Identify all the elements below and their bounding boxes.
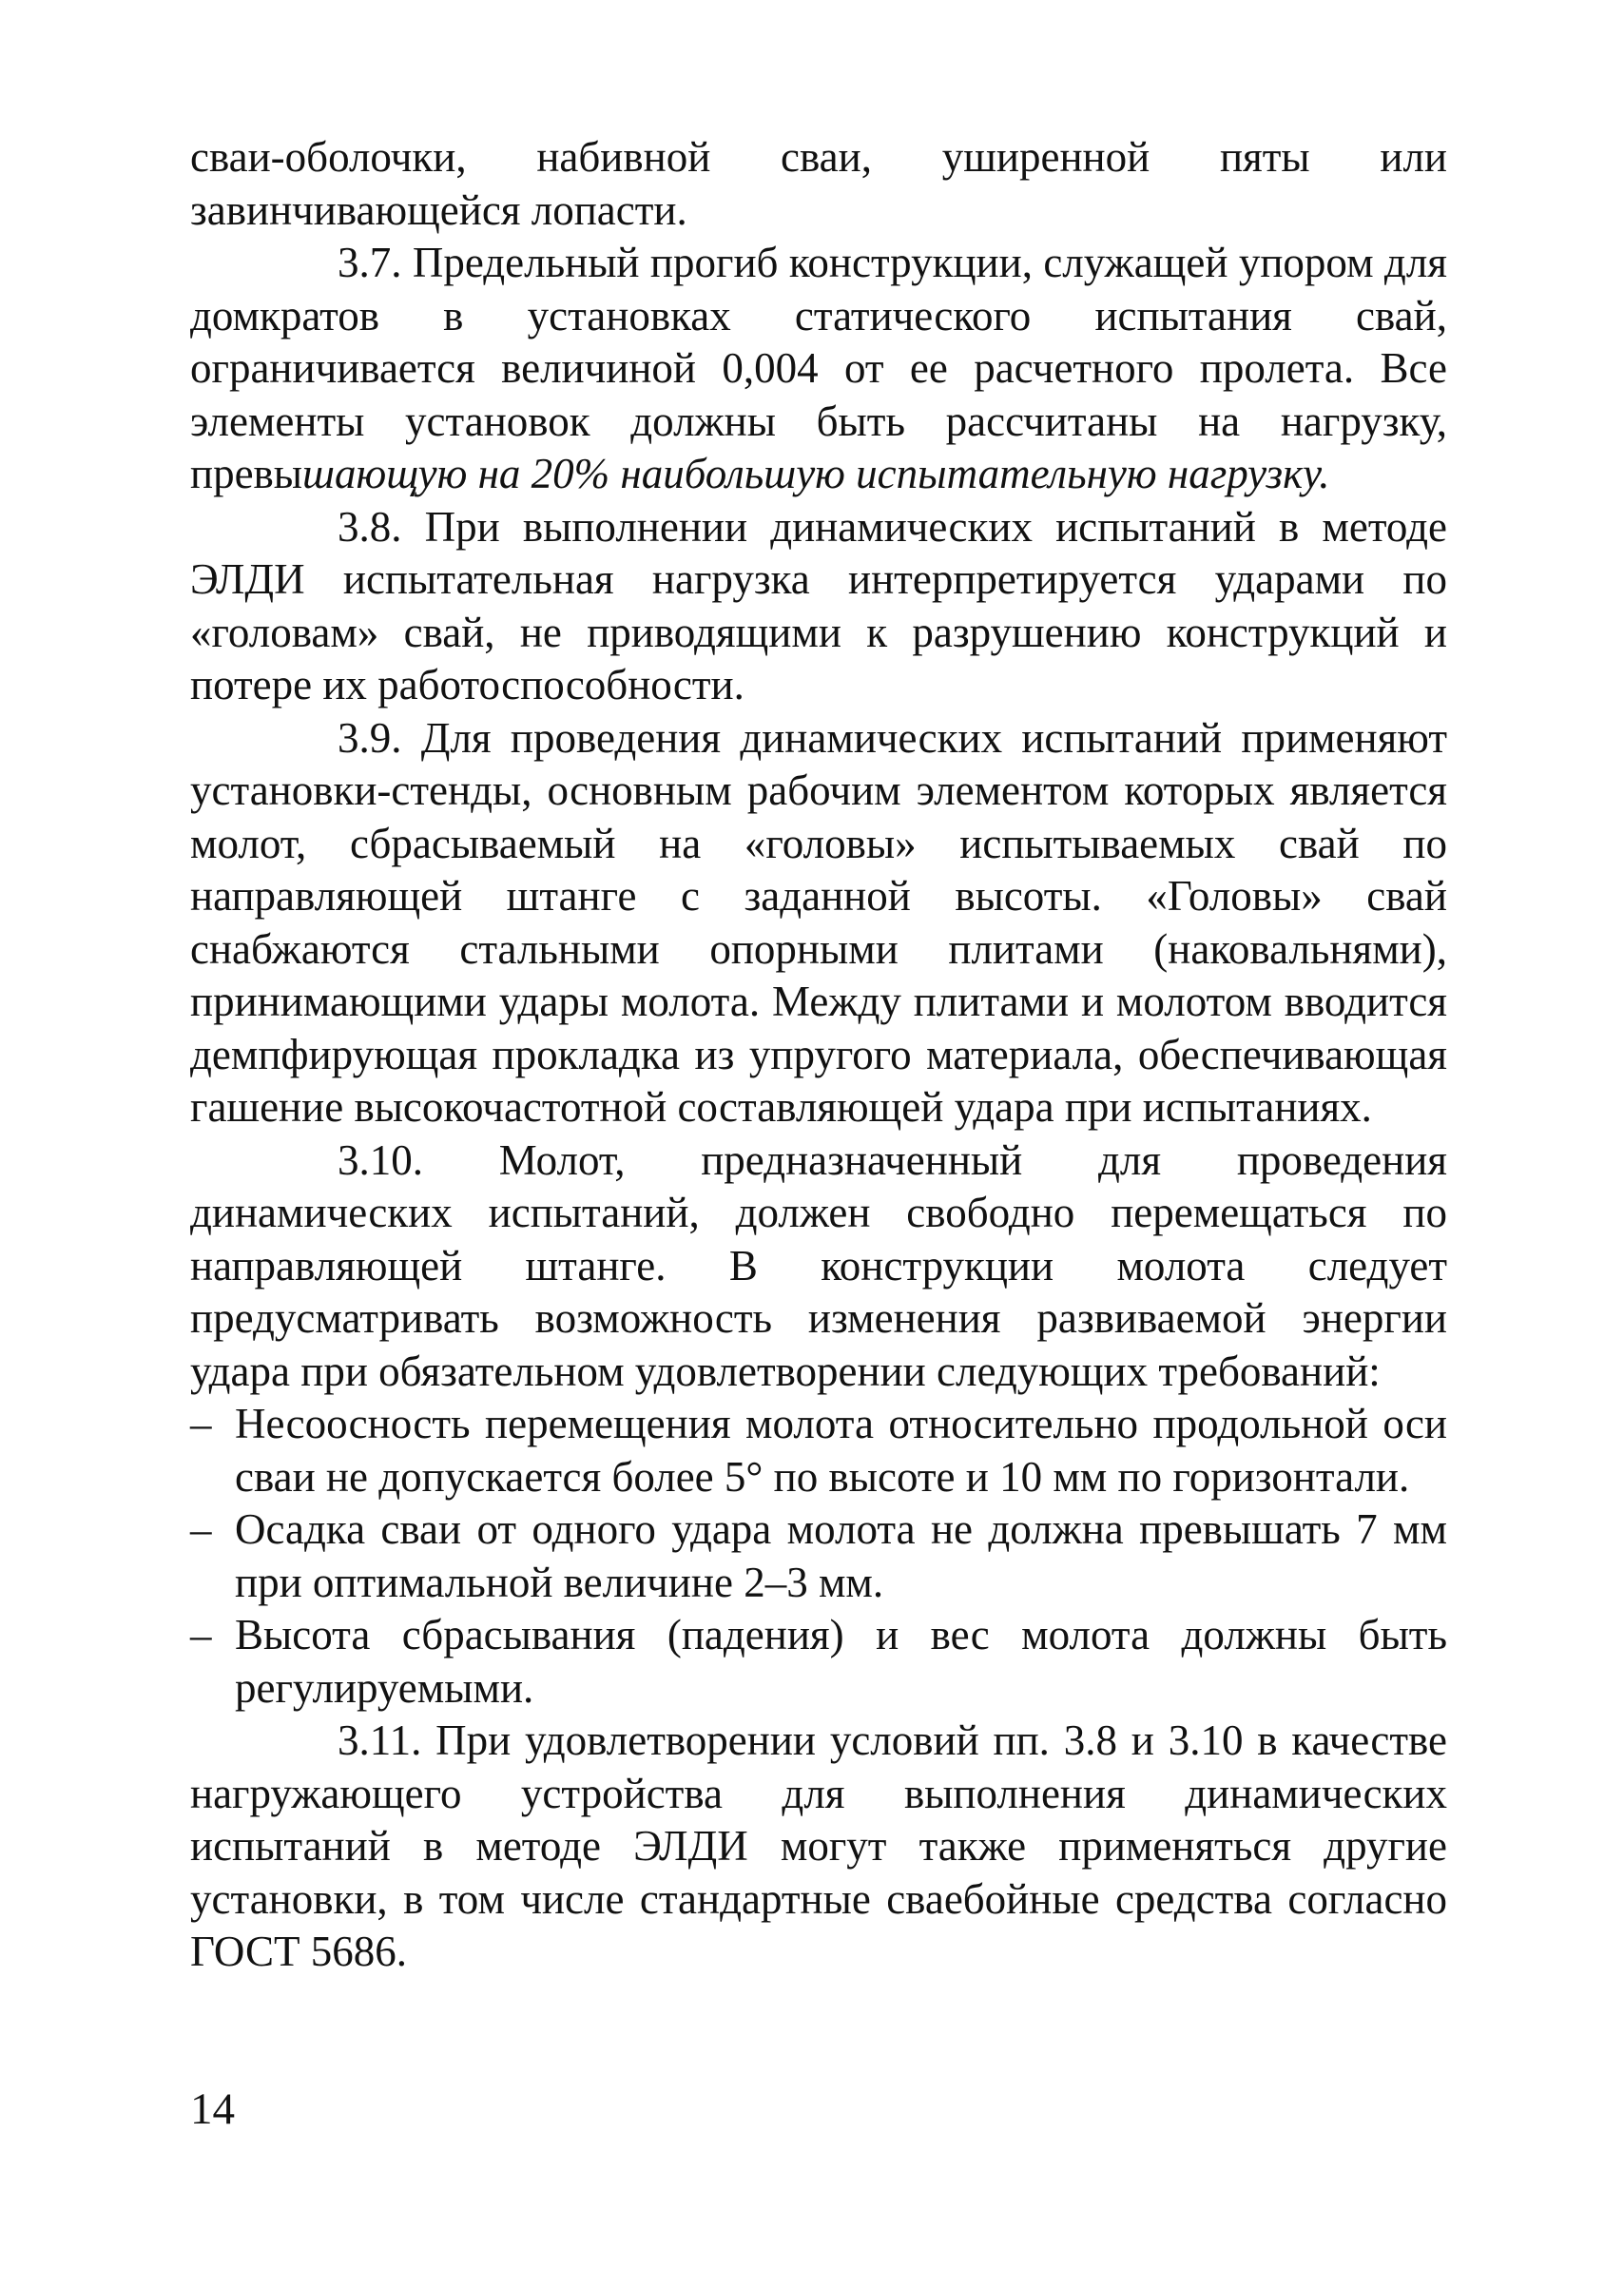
paragraph-3-7-text: 3.7. Предельный прогиб конструкции, служащей упором для домкратов в установках статического испытания свай, ограничивается величиной 0,004 от ее расчетного пролета. Все элементы установок должны быть рассчитаны на нагрузку, превы (190, 239, 1447, 497)
paragraph-3-11: 3.11. При удовлетворении условий пп. 3.8 и 3.10 в качестве нагружающего устройства для выполнения динамических испытаний в методе ЭЛДИ могут также применяться другие установки, в том числе стандартные сваебойные средства согласно ГОСТ 5686. (190, 1716, 1447, 1975)
list-dash: – (190, 1611, 212, 1658)
paragraph-3-8: 3.8. При выполнении динамических испытаний в методе ЭЛДИ испытательная нагрузка интерпретируется ударами по «головам» свай, не приводящими к разрушению конструкций и потере их работоспособности. (190, 502, 1447, 708)
list-dash: – (190, 1400, 212, 1447)
hammer-requirements-list (190, 1398, 1447, 1715)
paragraph-3-7 (190, 237, 1447, 501)
page-number: 14 (190, 2084, 235, 2134)
document-page (190, 131, 1447, 1979)
requirement-item (190, 1398, 1447, 1503)
list-dash: – (190, 1505, 212, 1553)
paragraph-3-9: 3.9. Для проведения динамических испытаний применяют установки-стенды, основным рабочим элементом которых является молот, сбрасываемый на «головы» испытываемых свай по направляющей штанге с заданной высоты. «Головы» свай снабжаются стальными опорными плитами (наковальнями), принимающими удары молота. Между плитами и молотом вводится демпфирующая прокладка из упругого материала, обеспечивающая гашение высокочастотной составляющей удара при испытаниях. (190, 713, 1447, 1131)
requirement-text: Осадка сваи от одного удара молота не должна превышать 7 мм при оптимальной величине 2–3 мм. (235, 1505, 1447, 1606)
requirement-item (190, 1609, 1447, 1715)
requirement-item (190, 1503, 1447, 1609)
paragraph-3-7-italic-text: шающую на 20% наибольшую испытательную нагрузку. (302, 450, 1330, 497)
paragraph-3-10: 3.10. Молот, предназначенный для проведения динамических испытаний, должен свободно перемещаться по направляющей штанге. В конструкции молота следует предусматривать возможность изменения развиваемой энергии удара при обязательном удовлетворении следующих требований: (190, 1135, 1447, 1395)
requirement-text: Несоосность перемещения молота относительно продольной оси сваи не допускается более 5° по высоте и 10 мм по горизонтали. (235, 1400, 1447, 1501)
paragraph-continuation: сваи-оболочки, набивной сваи, уширенной пяты или завинчивающейся лопасти. (190, 133, 1447, 234)
requirement-text: Высота сбрасывания (падения) и вес молота должны быть регулируемыми. (235, 1611, 1447, 1712)
